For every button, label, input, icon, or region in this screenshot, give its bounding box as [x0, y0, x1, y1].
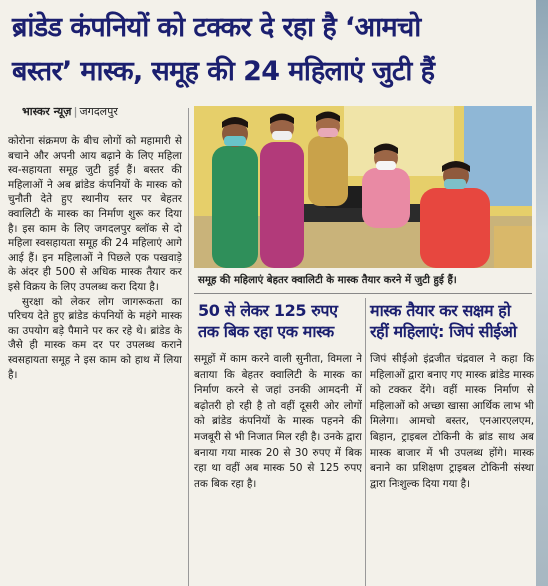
- headline-line-1: ब्रांडेड कंपनियों को टक्कर दे रहा है ‘आमचो: [12, 12, 421, 43]
- byline-source: भास्कर न्यूज़: [22, 105, 72, 118]
- photo-caption: समूह की महिलाएं बेहतर क्वालिटी के मास्क तैयार करने में जुटी हुई हैं।: [194, 268, 532, 294]
- column-divider-1: [188, 108, 189, 586]
- byline-separator: |: [73, 105, 78, 118]
- col2-subheading-line-1: 50 से लेकर 125 रुपए: [198, 301, 338, 320]
- article-photo: [194, 106, 532, 268]
- background-edge: [536, 0, 548, 586]
- col3-subheading-line-2: रहीं महिलाएं: जिपं सीईओ: [370, 322, 517, 341]
- headline: [12, 6, 532, 94]
- col3-subheading: [370, 300, 534, 342]
- article-column-1: [8, 134, 182, 586]
- col2-subheading-line-2: तक बिक रहा एक मास्क: [198, 322, 334, 341]
- women-sewing-masks-illustration: [194, 106, 532, 268]
- col2-subheading: [198, 300, 358, 342]
- column-divider-2: [365, 298, 366, 586]
- headline-line-2: बस्तर’ मास्क, समूह की 24 महिलाएं जुटी हैं: [12, 56, 435, 87]
- col3-body: जिपं सीईओ इंद्रजीत चंद्रवाल ने कहा कि महिलाओं द्वारा बनाए गए मास्क ब्रांडेड मास्क को टक्कर देंगे। वहीं मास्क निर्माण से महिलाओं को अच्छा खासा आर्थिक लाभ भी मिलेगा। आमचो बस्तर, एनआरएलएम, बिहान, ट्राइबल टोकिनी के ब्रांड साथ अब मास्क बाजार में भी उपलब्ध होंगे। मास्क बनाने का प्रशिक्षण ट्राइबल टोकिनी संस्था द्वारा निःशुल्क दिया गया है।: [370, 353, 534, 490]
- byline: [22, 104, 118, 119]
- col2-body: समूहों में काम करने वाली सुनीता, विमला ने बताया कि बेहतर क्वालिटी के मास्क का निर्माण करने से जहां उनकी आमदनी में बढ़ोतरी हो रही है तो वहीं दूसरी ओर लोगों को ब्रांडेड कंपनियों के मास्क पहनने की मजबूरी से भी निजात मिल रही है। उनके द्वारा बनाया गया मास्क 20 से 30 रुपए में बिक रहा था वहीं अब मास्क 50 से 125 रुपए तक बिक रहा है।: [194, 353, 362, 490]
- col3-subheading-line-1: मास्क तैयार कर सक्षम हो: [370, 301, 511, 320]
- byline-place: जगदलपुर: [79, 105, 118, 118]
- col1-paragraph-2: सुरक्षा को लेकर लोग जागरूकता का परिचय देते हुए ब्रांडेड कंपनियों के महंगे मास्क का उपयोग बड़े पैमाने पर कर रहे थे। ब्रांडेड के जैसे ही मास्क कम दर पर उपलब्ध कराने स्वसहायता समूह ने इस काम को हाथ में लिया है।: [8, 295, 182, 381]
- col1-paragraph-1: कोरोना संक्रमण के बीच लोगों को महामारी से बचाने और अपनी आय बढ़ाने के लिए महिला स्व-सहायता समूह जुटी हुई हैं। बस्तर की महिलाओं ने अब ब्रांडेड कंपनियों के मास्क को चुनौती देते हुए स्थानीय स्तर पर बेहतर क्वालिटी के मास्क का निर्माण शुरू कर दिया है। इस काम के लिए जगदलपुर ब्लॉक से दो महिला स्वसहायता समूह की 24 महिलाएं आगे आई हैं। इन महिलाओं ने पिछले एक पखवाड़े के अंदर ही 500 से अधिक मास्क तैयार कर इसे विक्रय के लिए उपलब्ध करा दिया है।: [8, 135, 182, 293]
